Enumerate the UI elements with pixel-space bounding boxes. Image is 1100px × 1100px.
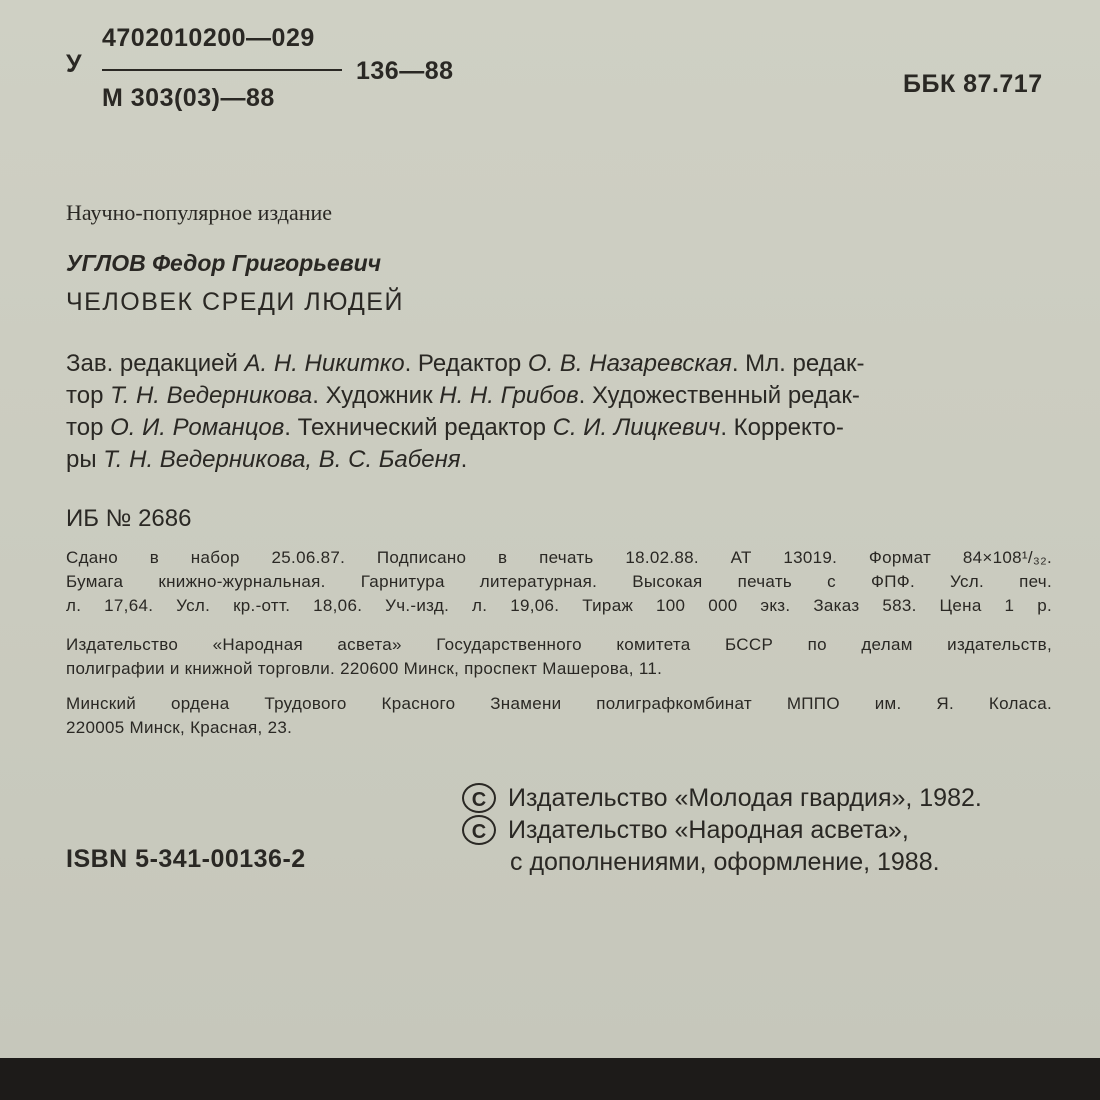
credits-text: . Корректо- xyxy=(720,414,844,441)
bbk-code: ББК 87.717 xyxy=(903,70,1043,98)
credits-text: . Редактор xyxy=(404,350,528,377)
printer-info xyxy=(66,692,1052,740)
fraction-line xyxy=(102,69,342,71)
credits-text: тор xyxy=(66,382,111,409)
credits-text: тор xyxy=(66,414,111,441)
copyright-line xyxy=(462,782,982,814)
credits-person: А. Н. Никитко xyxy=(244,350,405,377)
credits-text: . Художник xyxy=(312,382,440,409)
credits-text: Зав. редакцией xyxy=(66,350,245,377)
edition-type: Научно-популярное издание xyxy=(66,200,333,225)
credits-person: Т. Н. Ведерникова, В. С. Бабеня xyxy=(103,446,461,473)
ib-number: ИБ № 2686 xyxy=(66,505,192,532)
classification-denominator: М 303(03)—88 xyxy=(102,84,275,112)
copyright-text: Издательство «Народная асвета», xyxy=(508,816,909,844)
printer-line: 220005 Минск, Красная, 23. xyxy=(66,718,293,737)
copyright-text: Издательство «Молодая гвардия», 1982. xyxy=(508,784,982,812)
publisher-line: полиграфии и книжной торговли. 220600 Минск, проспект Машерова, 11. xyxy=(66,659,663,678)
credits-text: . Мл. редак- xyxy=(731,350,865,377)
credits-text: . xyxy=(460,446,468,473)
credits-line xyxy=(66,412,1052,444)
print-details-line: л. 17,64. Усл. кр.-отт. 18,06. Уч.-изд. л. 19,06. Тираж 100 000 экз. Заказ 583. Цена 1 р. xyxy=(66,596,1052,615)
classification-prefix: У xyxy=(66,50,83,78)
copyright-icon: C xyxy=(462,815,496,845)
print-details xyxy=(66,546,1052,618)
copyright-block xyxy=(462,782,982,878)
copyright-line xyxy=(462,846,982,878)
credits-paragraph xyxy=(66,348,1052,476)
credits-line xyxy=(66,444,1052,476)
publisher-info xyxy=(66,633,1052,681)
book-title: ЧЕЛОВЕК СРЕДИ ЛЮДЕЙ xyxy=(66,288,404,316)
background-edge xyxy=(0,1058,1100,1100)
credits-text: . Технический редактор xyxy=(284,414,553,441)
classification-numerator: 4702010200—029 xyxy=(102,24,315,52)
printer-line: Минский ордена Трудового Красного Знамени полиграфкомбинат МППО им. Я. Коласа. xyxy=(66,694,1052,713)
credits-person: О. В. Назаревская xyxy=(527,350,732,377)
author-name: УГЛОВ Федор Григорьевич xyxy=(66,250,382,276)
credits-text: ры xyxy=(66,446,104,473)
print-details-line: Бумага книжно-журнальная. Гарнитура литературная. Высокая печать с ФПФ. Усл. печ. xyxy=(66,572,1052,591)
credits-line xyxy=(66,348,1052,380)
credits-person: О. И. Романцов xyxy=(110,414,285,441)
copyright-line xyxy=(462,814,982,846)
copyright-text: с дополнениями, оформление, 1988. xyxy=(510,848,940,876)
copyright-icon: C xyxy=(462,783,496,813)
credits-person: Н. Н. Грибов xyxy=(439,382,579,409)
credits-line xyxy=(66,380,1052,412)
publisher-line: Издательство «Народная асвета» Государственного комитета БССР по делам издательств, xyxy=(66,635,1052,654)
credits-text: . Художественный редак- xyxy=(578,382,860,409)
classification-suffix: 136—88 xyxy=(356,57,454,85)
credits-person: С. И. Лицкевич xyxy=(552,414,721,441)
isbn: ISBN 5-341-00136-2 xyxy=(66,845,306,873)
print-details-line: Сдано в набор 25.06.87. Подписано в печать 18.02.88. АТ 13019. Формат 84×108¹/₃₂. xyxy=(66,548,1052,567)
credits-person: Т. Н. Ведерникова xyxy=(110,382,313,409)
